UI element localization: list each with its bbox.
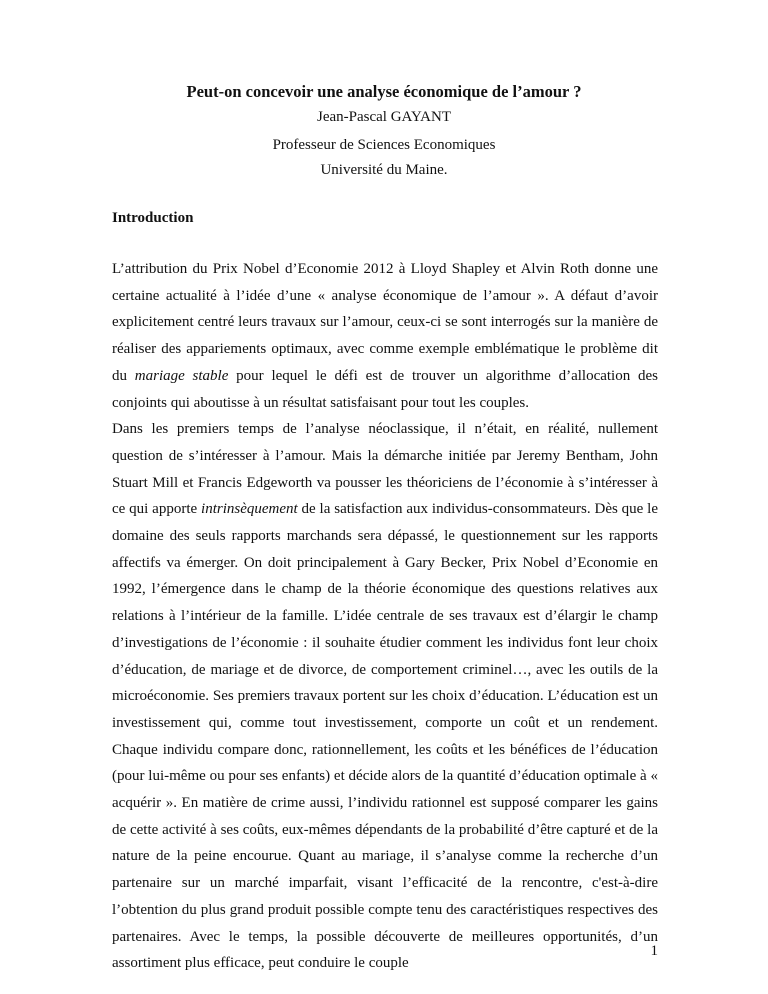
emphasis-text: intrinsèquement — [201, 501, 298, 518]
section-heading: Introduction — [112, 210, 194, 226]
author-role: Professeur de Sciences Economiques — [272, 137, 496, 153]
author-name: Jean-Pascal GAYANT — [316, 109, 451, 125]
paragraph — [112, 416, 658, 977]
paragraph-text: L’attribution du Prix Nobel d’Economie 2012 à Lloyd Shapley et Alvin Roth donne une certaine actualité à l’idée d’une « analyse économique de l’amour ». A défaut d’avoir explicitement centré leurs travaux sur l’amour, ceux-ci se sont interrogés sur la manière de réaliser des appariements optimaux, avec comme exemple emblématique le problème dit du — [112, 261, 658, 384]
author-university: Université du Maine. — [320, 162, 448, 178]
body-text — [112, 256, 658, 977]
paragraph-text: pour lequel le défi est de trouver un algorithme d’allocation des conjoints qui aboutisse à un résultat satisfaisant pour tout les couples. — [112, 367, 658, 411]
paragraph-text: de la satisfaction aux individus-consommateurs. Dès que le domaine des seuls rapports marchands sera dépassé, le questionnement sur les rapports affectifs va émerger. On doit principalement à Gary Becker, Prix Nobel d’Economie en 1992, l’émergence dans le champ de la théorie économique des questions relatives aux relations à l’intérieur de la famille. L’idée centrale de ses travaux est d’élargir le champ d’investigations de l’économie : il souhaite étudier comment les individus font leur choix d’éducation, de mariage et de divorce, de comportement criminel…, avec les outils de la microéconomie. Ses premiers travaux portent sur les choix d’éducation. L’éducation est un investissement qui, comme tout investissement, comporte un coût et un rendement. Chaque individu compare donc, rationnellement, les coûts et les bénéfices de l’éducation (pour lui-même ou pour ses enfants) et décide alors de la quantité d’éducation optimale à « acquérir ». En matière de crime aussi, l’individu rationnel est supposé comparer les gains de cette activité à ses coûts, eux-mêmes dépendants de la probabilité d’être capturé et de la nature de la peine encourue. Quant au mariage, il s’analyse comme la recherche d’un partenaire sur un marché imparfait, visant l’efficacité de la rencontre, c'est-à-dire l’obtention du plus grand produit possible compte tenu des caractéristiques respectives des partenaires. Avec le temps, la possible découverte de meilleures opportunités, d’un assortiment plus efficace, peut conduire le couple — [112, 501, 659, 972]
document-title: Peut-on concevoir une analyse économique de l’amour ? — [186, 82, 582, 101]
page-number: 1 — [650, 943, 658, 959]
emphasis-text: mariage stable — [134, 367, 229, 384]
paragraph — [112, 256, 658, 416]
paragraph-text: Dans les premiers temps de l’analyse néoclassique, il n’était, en réalité, nullement question de s’intéresser à l’amour. Mais la démarche initiée par Jeremy Bentham, John Stuart Mill et Francis Edgeworth va pousser les théoriciens de l’économie à s’intéresser à ce qui apporte — [112, 421, 658, 518]
